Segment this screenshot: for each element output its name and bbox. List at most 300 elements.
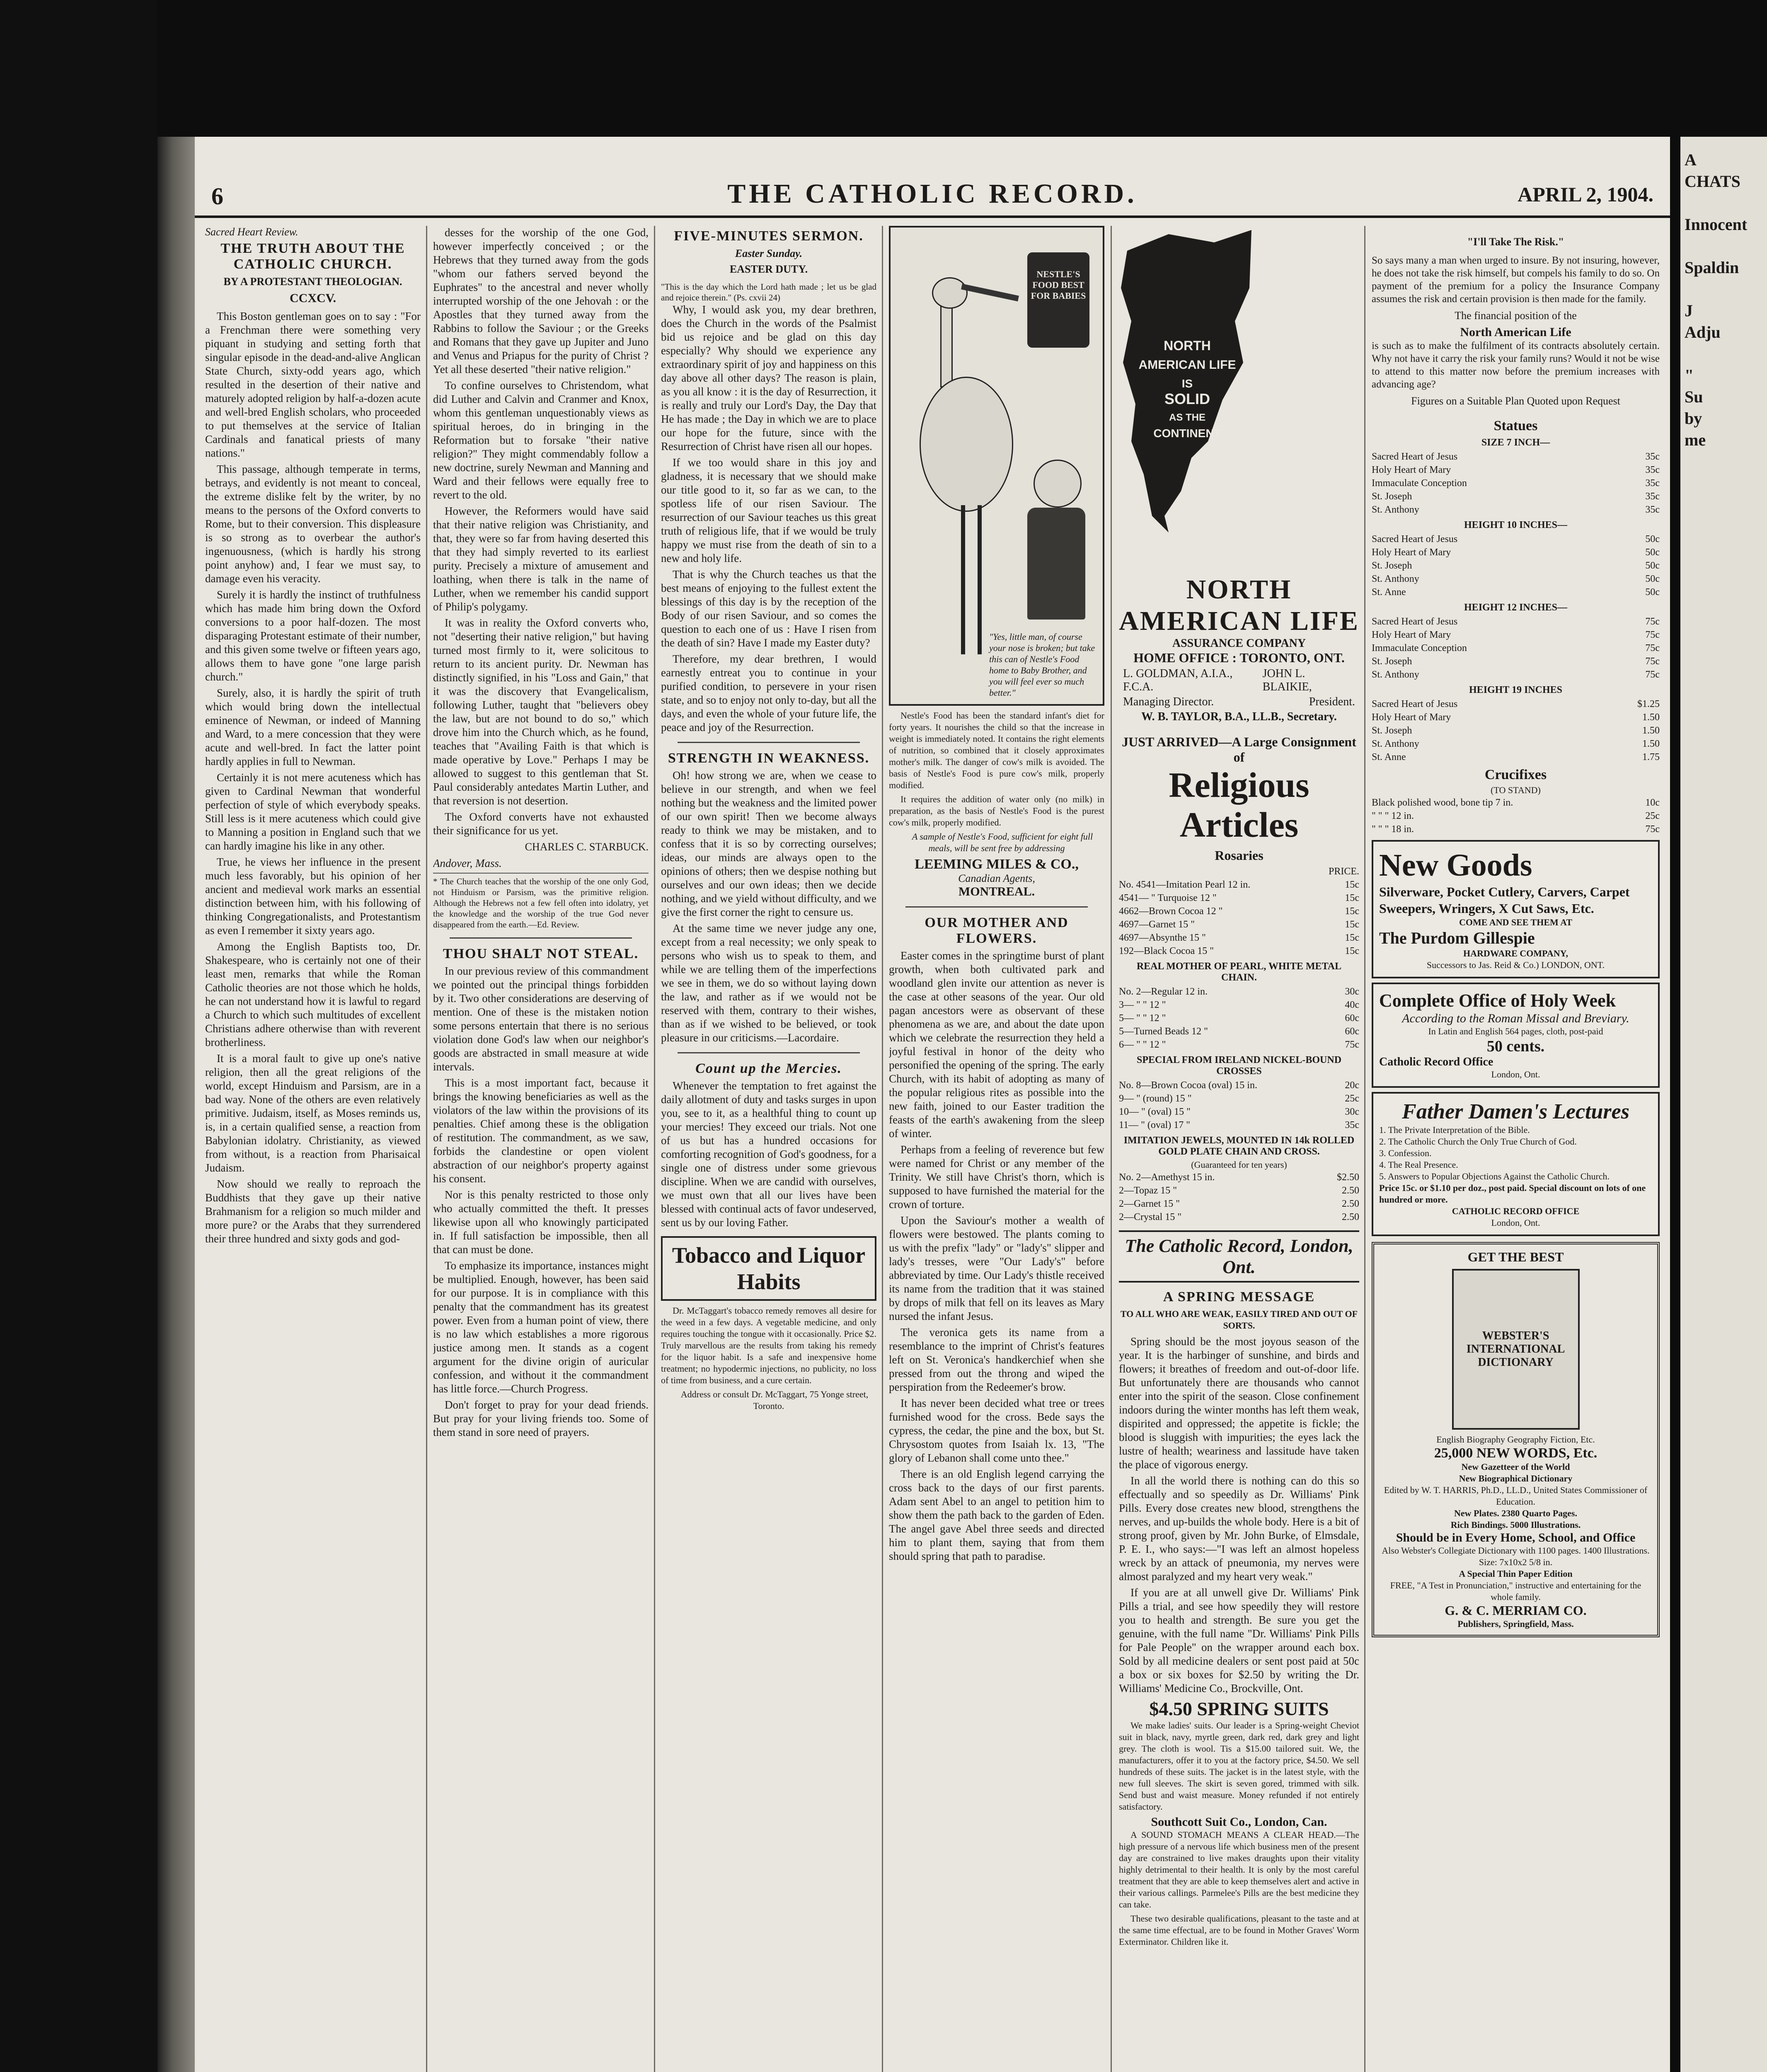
item-price: $2.50 — [1337, 1172, 1359, 1183]
item-price: 15c — [1345, 906, 1359, 917]
column-4 — [889, 226, 1104, 2072]
paragraph: Why, I would ask you, my dear brethren, does the Church in the words of the Psalmist bid us rejoice and be glad on this day especially? Why should we experience any extraordinary spirit of joy and happiness on this day above all other days? The reason is plain, as you all know : it is the day of Resurrection, it is really and truly our Lord's Day, the Day that He has made ; the Day in which we are to place our hope for the future, since with the Resurrection of Christ have risen all our hopes. — [661, 303, 876, 453]
paragraph: Easter comes in the springtime burst of plant growth, when both cultivated park and woodland glen invite our attention as never is the case at other seasons of the year. Our old pagan ancestors were as observant of these phenomena as we are, and about the date upon which we celebrate the resurrection they held a joyful festival in honor of the deity who personified the opening of the spring. The early Church, with its habit of adopting as many of the popular religious rites as possible into the new faith, joined to our Easter tradition the feasts of the earth's awakening from the sleep of winter. — [889, 949, 1104, 1140]
item-name: Sacred Heart of Jesus — [1372, 451, 1458, 462]
holy-week-ad — [1372, 983, 1660, 1088]
item-name: Sacred Heart of Jesus — [1372, 616, 1458, 627]
pearl-list — [1119, 985, 1359, 1051]
holy-week-office: Catholic Record Office — [1379, 1055, 1493, 1068]
paragraph: Don't forget to pray for your dead friends. But pray for your living friends too. Some of them stand in sore need of prayers. — [433, 1399, 649, 1438]
paragraph: True, he views her influence in the present much less favorably, but his opinion of her ancient and medieval work marks an essential distinction between him, with his following of thinking Congregationalists, and Protestantism as even I remember it sixty years ago. — [205, 856, 421, 937]
price-list-row — [1372, 823, 1660, 836]
price-list-row — [1372, 628, 1660, 641]
spring-suits-company: Southcott Suit Co., London, Can. — [1151, 1815, 1327, 1829]
item-price: 50c — [1645, 534, 1660, 545]
item-name: Holy Heart of Mary — [1372, 465, 1451, 475]
paragraph: We make ladies' suits. Our leader is a Spring-weight Cheviot suit in black, navy, myrtle green, dark red, dark grey and light grey. The cloth is wool. Tis a $15.00 tailored suit. We, the manufacturers, offer it to you at the factory price, $4.50. We sell hundreds of these suits. The jacket is in the latest style, with the new full sleeves. The skirt is seven gored, trimmed with silk. Send bust and waist measure. Money refunded if not entirely satisfactory. — [1119, 1720, 1359, 1812]
price-list-row — [1119, 1210, 1359, 1224]
nal-advert — [1119, 226, 1359, 557]
paragraph: To emphasize its importance, instances might be multiplied. Enough, however, has been said for our purpose. It is in compliance with this penalty that the commandment has its greatest power. Even from a human point of view, there is no law which establishes a more rigorous justice among men. It stands as a cogent argument for the divine origin of auricular confession, and without it the commandment has little force.—Church Progress. — [433, 1259, 649, 1395]
paragraph: Nor is this penalty restricted to those only who actually committed the theft. It presses likewise upon all who knowingly participated in. If full satisfaction be impossible, then all that can must be done. — [433, 1188, 649, 1256]
nal-home-office: HOME OFFICE : TORONTO, ONT. — [1133, 650, 1345, 665]
damen-item: 3. Confession. — [1379, 1148, 1432, 1158]
item-price: 75c — [1645, 669, 1660, 680]
column-5 — [1119, 226, 1359, 2072]
sermon-epigraph: "This is the day which the Lord hath made ; let us be glad and rejoice therein." (Ps. cxvii 24) — [661, 282, 876, 303]
item-price: 2.50 — [1342, 1185, 1359, 1196]
price-list-row — [1372, 615, 1660, 628]
divider — [678, 1052, 860, 1053]
paragraph: Therefore, my dear brethren, I would earnestly entreat you to continue in your purified condition, to persevere in your risen state, and so to enjoy not only to-day, but all the days, and even the whole of your future life, the peace and joy of the Resurrection. — [661, 653, 876, 733]
editor-footnote: * The Church teaches that the worship of the one only God, not Hinduism or Parsism, was the primitive religion. Although the Hebrews not a few fell often into idolatry, yet the knowledge and the worship of the true God never disappeared from the earth.—Ed. Review. — [433, 873, 649, 930]
paragraph: A SOUND STOMACH MEANS A CLEAR HEAD.—The high pressure of a nervous life which business men of the present day are constrained to live makes draughts upon their vitality highly detrimental to their health. It is only by the most careful treatment that they are able to keep themselves alert and active in their various callings. Parmelee's Pills are the best medicine they can take. — [1119, 1830, 1359, 1910]
page-gutter — [157, 137, 195, 2072]
price-list-row — [1119, 1038, 1359, 1051]
price-list-row — [1372, 711, 1660, 724]
issue-date: APRIL 2, 1904. — [1518, 183, 1653, 206]
religious-arrived: JUST ARRIVED—A Large Consignment of — [1122, 734, 1356, 765]
item-price: 1.50 — [1642, 725, 1660, 736]
damen-title: Father Damen's Lectures — [1402, 1100, 1629, 1123]
article-byline: BY A PROTESTANT THEOLOGIAN. — [223, 276, 402, 288]
map-word: IS — [1181, 377, 1193, 390]
item-price: 35c — [1645, 504, 1660, 515]
article-headline: STRENGTH IN WEAKNESS. — [668, 750, 870, 766]
jewels-guarantee: (Guaranteed for ten years) — [1191, 1159, 1287, 1170]
price-list-row — [1372, 546, 1660, 559]
paragraph: However, the Reformers would have said that their native religion was Christianity, and that, they were so far from having deserted this that they had simply reverted to its earliest purity. Precisely a mixture of amusement and loathing, when there is talk in the name of Luther, when we remember his candid support of Philip's polygamy. — [433, 505, 649, 613]
size19-heading: HEIGHT 19 INCHES — [1469, 685, 1562, 695]
item-price: 50c — [1645, 587, 1660, 598]
paragraph: It requires the addition of water only (no milk) in preparation, as the basis of Nestle's Food is the purest cow's milk, properly modified. — [889, 794, 1104, 828]
webster-get-best: GET THE BEST — [1467, 1249, 1564, 1264]
column-rule — [426, 226, 427, 2072]
item-price: 75c — [1645, 656, 1660, 667]
paragraph: Certainly it is not mere acuteness which has given to Cardinal Newman that wonderful perfection of style of which everybody speaks. Still less is it mere acuteness which could give to Manning a position in England such that we can hardly imagine his like in any other. — [205, 771, 421, 852]
item-price: 15c — [1345, 919, 1359, 930]
price-list-row — [1119, 1105, 1359, 1118]
item-price: 35c — [1645, 491, 1660, 502]
damen-ad — [1372, 1092, 1660, 1236]
adjacent-page-fragment — [1680, 137, 1767, 2072]
price-list-row — [1372, 503, 1660, 516]
nal-officers — [1123, 667, 1355, 694]
item-name: 6— " " 12 " — [1119, 1039, 1166, 1050]
item-name: No. 2—Amethyst 15 in. — [1119, 1172, 1215, 1183]
item-price: 25c — [1645, 811, 1660, 821]
item-price: 30c — [1345, 1106, 1359, 1117]
item-name: 5—Turned Beads 12 " — [1119, 1026, 1208, 1037]
item-price: 20c — [1345, 1080, 1359, 1091]
price-list-row — [1119, 985, 1359, 998]
price-list-row — [1372, 463, 1660, 477]
nal-figures: Figures on a Suitable Plan Quoted upon Request — [1411, 395, 1620, 407]
item-price: 60c — [1345, 1026, 1359, 1037]
price-list-row — [1372, 724, 1660, 737]
item-name: St. Joseph — [1372, 656, 1412, 667]
damen-item: 4. The Real Presence. — [1379, 1159, 1458, 1170]
stork-icon — [932, 277, 968, 309]
damen-item: 1. The Private Interpretation of the Bible. — [1379, 1125, 1530, 1135]
item-name: Black polished wood, bone tip 7 in. — [1372, 797, 1513, 808]
size7-heading: SIZE 7 INCH— — [1481, 437, 1550, 448]
new-goods-ad — [1372, 840, 1660, 978]
crucifix-heading: Crucifixes — [1484, 767, 1547, 782]
item-price: 1.50 — [1642, 738, 1660, 749]
item-name: 2—Crystal 15 " — [1119, 1212, 1182, 1222]
webster-editor: Edited by W. T. HARRIS, Ph.D., LL.D., United States Commissioner of Education. — [1384, 1485, 1648, 1507]
nal-title: NORTH AMERICAN LIFE — [1119, 574, 1359, 636]
tobacco-ad-body — [661, 1305, 876, 1412]
child-figure-icon — [1027, 460, 1085, 617]
price-list-row — [1119, 1118, 1359, 1132]
item-price: 60c — [1345, 1013, 1359, 1024]
nal-slogan — [1372, 230, 1660, 407]
page-number: 6 — [211, 183, 223, 210]
paper-name: THE CATHOLIC RECORD. — [727, 179, 1138, 209]
webster-plates: New Plates. 2380 Quarto Pages. — [1454, 1508, 1577, 1518]
item-name: Sacred Heart of Jesus — [1372, 534, 1458, 545]
paragraph: Oh! how strong we are, when we cease to believe in our strength, and when we feel nothing but the weakness and the limited power of our own spirit! Then we become always ready to think we may be mistaken, and to confess that it is so by correcting ourselves; ideas, our minds are always open to the opinions of others; then we despise nothing but ourselves and our own ideas; then we decide nothing, and we yield without difficulty, and we give the first corner the right to censure us. — [661, 769, 876, 918]
item-name: 9— " (round) 15 " — [1119, 1093, 1192, 1104]
item-price: 35c — [1645, 465, 1660, 475]
paragraph: The veronica gets its name from a resemblance to the imprint of Christ's features left on St. Veronica's handkerchief when she pressed from out the throng and wiped the perspiration from the Redeemer's brow. — [889, 1326, 1104, 1393]
price-list-row — [1119, 998, 1359, 1012]
holy-week-sub: According to the Roman Missal and Breviary. — [1402, 1012, 1629, 1025]
paragraph: It was in reality the Oxford converts who, not "deserting their native religion," but having turned most firmly to it, were solicitous to return to its ancient purity. Dr. Newman has distinctly signified, in his "Loss and Gain," that it was the discovery that Evangelicalism, following Luther, taught that "believers obey the law, but are not bound to do so," which drove him into the Church which, as he found, teaches that "Availing Faith is that which is made operative by Love." Perhaps I may be allowed to suggest to this gentleman that St. Paul considerably antedates Martin Luther, and that reversion is not desertion. — [433, 617, 649, 807]
nal-slogan-body2: is such as to make the fulfilment of its contracts absolutely certain. Why not have it carry the risk your family runs? Would it not be wise to attend to this matter now before the premium increases with advancing age? — [1372, 340, 1660, 390]
item-name: " " " 18 in. — [1372, 824, 1414, 835]
officer-name: JOHN L. BLAIKIE, — [1262, 667, 1312, 693]
item-name: No. 4541—Imitation Pearl 12 in. — [1119, 879, 1251, 890]
new-goods-come: COME AND SEE THEM AT — [1459, 917, 1572, 927]
item-name: St. Anthony — [1372, 504, 1419, 515]
article-body — [661, 769, 876, 1045]
price-list-row — [1372, 641, 1660, 655]
damen-item: 5. Answers to Popular Objections Against the Catholic Church. — [1379, 1171, 1610, 1181]
column-rule — [654, 226, 655, 2072]
item-name: 3— " " 12 " — [1119, 1000, 1166, 1010]
paragraph: If you are at all unwell give Dr. Williams' Pink Pills a trial, and see how speedily they will restore you to health and strength. Be sure you get the genuine, with the full name "Dr. Williams' Pink Pills for Pale People" on the wrapper around each box. Sold by all medicine dealers or sent post paid at 50c a box or six boxes for $2.50 by writing the Dr. Williams' Medicine Co., Brockville, Ont. — [1119, 1586, 1359, 1694]
item-name: St. Anne — [1372, 752, 1406, 762]
paragraph: desses for the worship of the one God, however imperfectly conceived ; or the Hebrews that they turned away from the gods "whom our fathers served beyond the Euphrates" to the ancestral and never wholly interrupted worship of the one Jehovah : or the Apostles that they turned away from the Rabbins to follow the Saviour ; or the Greeks and Romans that they gave up Jupiter and Juno and Venus and Priapus for the purity of Christ ? Yet all these deserted "their native religion." — [433, 226, 649, 375]
paragraph: It has never been decided what tree or trees furnished wood for the cross. Bede says the cypress, the cedar, the pine and the box, but St. Chrysostom quotes from Isaiah lx. 13, "The glory of Lebanon shall come unto thee." — [889, 1397, 1104, 1464]
item-name: " " " 12 in. — [1372, 811, 1414, 821]
item-price: 30c — [1345, 986, 1359, 997]
holy-week-title: Complete Office of Holy Week — [1379, 990, 1616, 1011]
paragraph: Among the English Baptists too, Dr. Shakespeare, who is certainly not one of their least men, remarks that while the Roman Catholic theories are not those which he holds, he can not understand how it is lawful to regard a Church to which such multitudes of excellent Christians adhere otherwise than with reverent brotherliness. — [205, 940, 421, 1048]
stork-icon — [961, 284, 1019, 302]
item-name: St. Anne — [1372, 587, 1406, 598]
price-list-row — [1372, 533, 1660, 546]
nal-subtitle: ASSURANCE COMPANY — [1172, 637, 1306, 650]
paragraph: This Boston gentleman goes on to say : "For a Frenchman there were something very piquant in studying and setting forth that singular episode in the dead-and-alive Anglican State Church, sixty-odd years ago, which resulted in the desertion of their native and maturely adopted religion by half-a-dozen acute and well-bred English scholars, who proceeded to put themselves at the service of Italian Cardinals and fanatical priests of many nations." — [205, 310, 421, 459]
article-body — [661, 1079, 876, 1230]
pearl-heading: REAL MOTHER OF PEARL, WHITE METAL CHAIN. — [1136, 961, 1342, 983]
price-list-row — [1119, 931, 1359, 944]
paragraph: This passage, although temperate in terms, betrays, and evidently is not meant to conceal, the extreme dislike felt by the writer, by no means to the persons of the Oxford converts to Rome, but to their conversion. This displeasure is so strong as to overbear the author's ingenuousness, (which is hardly his strong point anyhow) and, I fear we must say, to damage even his veracity. — [205, 463, 421, 585]
webster-new-words: 25,000 NEW WORDS, Etc. — [1434, 1445, 1598, 1461]
map-word: NORTH — [1164, 338, 1211, 353]
item-name: 4662—Brown Cocoa 12 " — [1119, 906, 1223, 917]
paragraph: At the same time we never judge any one, except from a real necessity; we only speak to persons who wish us to speak to them, and while we are telling them of the imperfections we see in them, we do so without laying down the law, and rather as if we would not be reserved with them, contrary to their wishes, than as if we wished to be believed, or took pleasure in our criticisms.—Lacordaire. — [661, 922, 876, 1044]
statue-list — [1372, 450, 1660, 516]
article-kicker: Sacred Heart Review. — [205, 226, 298, 238]
paragraph: Whenever the temptation to fret against the daily allotment of duty and tasks surges in upon you, see to it, as a healthful thing to count up your mercies! They exceed our trials. Not one of us but has a hundred occasions for comforting recognition of God's goodness, for a single one of distress under some grievous discipline. When we are candid with ourselves, we must own that all our lives have been blessed with continual acts of favor undeserved, sent us by our loving Father. — [661, 1080, 876, 1229]
size12-heading: HEIGHT 12 INCHES— — [1464, 602, 1567, 613]
sermon-subhead: Easter Sunday. — [735, 247, 803, 259]
stork-icon — [961, 505, 965, 654]
damen-office: CATHOLIC RECORD OFFICE — [1452, 1206, 1580, 1216]
item-name: St. Anthony — [1372, 574, 1419, 584]
item-price: 40c — [1345, 1000, 1359, 1010]
paragraph: In all the world there is nothing can do this so effectually and so speedily as Dr. Williams' Pink Pills. Every dose creates new blood, strengthens the nerves, and up-builds the whole body. Here is a bit of strong proof, given by Mr. John Burke, of Elmsdale, P. E. I., who says:—"I was left an almost hopeless wreck by an attack of pneumonia, my nerves were almost paralyzed and my heart very weak." — [1119, 1474, 1359, 1583]
masthead — [195, 137, 1670, 218]
ireland-heading: SPECIAL FROM IRELAND NICKEL-BOUND CROSSES — [1136, 1055, 1342, 1077]
price-list-row — [1372, 559, 1660, 572]
sermon-body — [661, 303, 876, 734]
price-list-row — [1119, 891, 1359, 905]
item-name: No. 2—Regular 12 in. — [1119, 986, 1208, 997]
divider — [678, 742, 860, 743]
price-list-row — [1119, 905, 1359, 918]
item-name: St. Anthony — [1372, 738, 1419, 749]
item-price: 75c — [1645, 824, 1660, 835]
column-rule — [1111, 226, 1112, 2072]
paragraph: In our previous review of this commandment we pointed out the principal things forbidden by it. Two other considerations are deserving of mention. One of these is the mistaken notion some persons entertain that there is no serious violation done God's law when our neighbor's goods are abstracted in small measure at wide intervals. — [433, 965, 649, 1073]
price-list-row — [1372, 668, 1660, 681]
stork-icon — [920, 377, 1013, 512]
paragraph: Spring should be the most joyous season of the year. It is the harbinger of sunshine, and birds and flowers; it breathes of freedom and out-of-door life. But unfortunately there are thousands who cannot enter into the spirit of the season. Close confinement indoors during the winter months has left them weak, dispirited and oppressed; the appetite is fickle; the blood is sluggish with impurities; the eyes lack the lustre of health; weariness and lassitude have taken the place of vigorous energy. — [1119, 1335, 1359, 1471]
religious-title: Religious Articles — [1169, 765, 1310, 845]
item-price: 75c — [1645, 629, 1660, 640]
nestle-ad-body — [889, 710, 1104, 854]
item-price: 50c — [1645, 560, 1660, 571]
webster-thin-paper: A Special Thin Paper Edition — [1459, 1569, 1573, 1579]
webster-ad — [1372, 1242, 1660, 1637]
sermon-subhead: EASTER DUTY. — [729, 263, 808, 275]
jewels-heading: IMITATION JEWELS, MOUNTED IN 14k ROLLED GOLD PLATE CHAIN AND CROSS. — [1123, 1135, 1355, 1157]
nal-financial: The financial position of the — [1455, 310, 1577, 322]
dictionary-book-icon — [1452, 1269, 1580, 1430]
paragraph: A sample of Nestle's Food, sufficient for eight full meals, will be sent free by addressing — [912, 831, 1093, 853]
column-rule — [882, 226, 883, 2072]
rosaries-heading: Rosaries — [1215, 848, 1264, 863]
nal-officer-titles — [1123, 695, 1355, 709]
item-price: 15c — [1345, 932, 1359, 943]
webster-collegiate: Also Webster's Collegiate Dictionary with 1100 pages. 1400 Illustrations. Size: 7x10x2 5/8 in. — [1382, 1545, 1650, 1567]
article-body — [205, 310, 421, 1246]
price-list-row — [1119, 1184, 1359, 1197]
spring-suits-title: $4.50 SPRING SUITS — [1149, 1698, 1329, 1719]
illustration-caption: "Yes, little man, of course your nose is broken; but take this can of Nestle's Food home to Baby Brother, and you will feel ever so much better." — [989, 632, 1095, 698]
item-name: Holy Heart of Mary — [1372, 712, 1451, 723]
stork-icon — [940, 302, 953, 387]
item-name: Immaculate Conception — [1372, 478, 1467, 489]
dictionary-name: WEBSTER'S INTERNATIONAL DICTIONARY — [1466, 1329, 1565, 1369]
fragment-text: A CHATS Innocent Spaldin J Adju " Su by me — [1685, 150, 1748, 449]
price-list-row — [1372, 572, 1660, 586]
price-list-row — [1372, 655, 1660, 668]
price-list-row — [1372, 750, 1660, 764]
item-price: 15c — [1345, 946, 1359, 956]
column-2 — [433, 226, 649, 2072]
map-word: CONTINENT — [1153, 427, 1221, 440]
nestle-can-icon: NESTLE'S FOOD BEST FOR BABIES — [1027, 252, 1089, 348]
price-list-row — [1372, 477, 1660, 490]
item-price: 2.50 — [1342, 1212, 1359, 1222]
article-body — [889, 949, 1104, 1563]
tobacco-ad-title: Tobacco and Liquor Habits — [661, 1236, 876, 1301]
map-word: AS THE — [1169, 412, 1206, 423]
map-word: AMERICAN LIFE — [1138, 358, 1236, 372]
webster-should-be: Should be in Every Home, School, and Office — [1396, 1531, 1636, 1544]
price-list-row — [1119, 944, 1359, 958]
item-name: Sacred Heart of Jesus — [1372, 699, 1458, 709]
article-headline: THOU SHALT NOT STEAL. — [443, 946, 639, 961]
nal-slogan-body: So says many a man when urged to insure. By not insuring, however, he does not take the risk himself, but compels his family to do so. On payment of the premium for a policy the Insurance Company assumes the risk and certain provision is then made for the family. — [1372, 255, 1660, 305]
paragraph: Surely, also, it is hardly the spirit of truth which would bring down the intellectual eminence of Newman, or indeed of Manning and Ward, to a mere concession that they were acute and well-bred. In fact the latter point hardly applies in full to Newman. — [205, 687, 421, 767]
crucifix-stand: (TO STAND) — [1491, 785, 1541, 795]
divider — [450, 937, 632, 939]
price-list-row — [1372, 737, 1660, 750]
price-list-row — [1119, 1171, 1359, 1184]
item-name: 2—Garnet 15 " — [1119, 1198, 1180, 1209]
item-price: 35c — [1645, 451, 1660, 462]
map-slogan — [1119, 226, 1256, 541]
price-list-row — [1372, 586, 1660, 599]
price-list-row — [1119, 1025, 1359, 1038]
item-price: 75c — [1345, 1039, 1359, 1050]
item-price: 10c — [1645, 797, 1660, 808]
statue-list — [1372, 533, 1660, 599]
item-name: 4697—Absynthe 15 " — [1119, 932, 1206, 943]
damen-item: 2. The Catholic Church the Only True Church of God. — [1379, 1136, 1577, 1147]
spring-suits-body — [1119, 1720, 1359, 1813]
author-place: Andover, Mass. — [433, 857, 502, 869]
officer-name: L. GOLDMAN, A.I.A., F.C.A. — [1123, 667, 1233, 693]
item-name: St. Joseph — [1372, 560, 1412, 571]
price-list-row — [1119, 1197, 1359, 1210]
paragraph: That is why the Church teaches us that the best means of enjoying to the fullest extent the blessings of this day is by the reception of the Body of our risen Saviour, and so comes the question to each one of us : Have I risen from the death of sin? Have I made my Easter duty? — [661, 568, 876, 649]
damen-price: Price 15c. or $1.10 per doz., post paid. Special discount on lots of one hundred or more. — [1379, 1183, 1646, 1205]
item-price: 35c — [1345, 1120, 1359, 1130]
holy-week-detail: In Latin and English 564 pages, cloth, post-paid — [1428, 1026, 1603, 1036]
price-list-row — [1372, 450, 1660, 463]
map-word: SOLID — [1164, 390, 1210, 407]
price-heading: PRICE. — [1328, 866, 1359, 877]
officer-title: Managing Director. — [1123, 695, 1214, 708]
paragraph: To confine ourselves to Christendom, what did Luther and Calvin and Cranmer and Knox, whom this gentleman unquestionably views as spiritual heroes, do in bringing in the Reformation but to forsake "their native religion?" They might commendably follow a new doctrine, surely Newman and Manning and Ward and their fellows were equally free to revert to the old. — [433, 379, 649, 501]
price-list-row — [1372, 796, 1660, 809]
nestle-company: LEEMING MILES & CO., — [915, 857, 1079, 872]
nestle-agents: Canadian Agents, — [958, 872, 1035, 884]
paragraph: Dr. McTaggart's tobacco remedy removes all desire for the weed in a few days. A vegetable medicine, and only requires touching the tongue with it occasionally. Price $2. Truly marvellous are the results from taking his remedy for the liquor habit. Is a safe and inexpensive home treatment; no hypodermic injections, no publicity, no loss of time from business, and a cure certain. — [661, 1305, 876, 1385]
article-subhead: TO ALL WHO ARE WEAK, EASILY TIRED AND OUT OF SORTS. — [1120, 1309, 1358, 1331]
item-name: Immaculate Conception — [1372, 643, 1467, 654]
webster-free: FREE, "A Test in Pronunciation," instructive and entertaining for the whole family. — [1390, 1580, 1641, 1602]
column-3 — [661, 226, 876, 2072]
statues-heading: Statues — [1493, 418, 1538, 433]
paragraph: It is a moral fault to give up one's native religion, then all the great religions of the world, except Hinduism and Parsism, are in a bad way. None of the others are even relatively primitive. Judaism, itself, as Moses reminds us, is, in a certain qualified sense, a reaction from Babylonian idolatry. Christianity, as viewed from without, is a reaction from Pharisaical Judaism. — [205, 1052, 421, 1174]
new-goods-title: New Goods — [1379, 848, 1532, 883]
item-price: 1.75 — [1642, 752, 1660, 762]
item-price: 2.50 — [1342, 1198, 1359, 1209]
paragraph: Nestle's Food has been the standard infant's diet for forty years. It nourishes the child so that the increase in weight is immediately noted. It contains the right elements of nutrition, so combined that it closely approximates mother's milk. The danger of cow's milk is avoided. The basis of Nestle's Food is pure cow's milk, properly modified. — [889, 710, 1104, 790]
price-list-row — [1119, 918, 1359, 931]
article-continued — [433, 226, 649, 838]
webster-publisher-sub: Publishers, Springfield, Mass. — [1457, 1619, 1574, 1629]
article-headline: THE TRUTH ABOUT THE CATHOLIC CHURCH. — [220, 241, 405, 272]
item-name: Holy Heart of Mary — [1372, 547, 1451, 558]
webster-subjects: English Biography Geography Fiction, Etc. — [1436, 1434, 1595, 1445]
webster-gazetteer: New Gazetteer of the World — [1461, 1462, 1570, 1472]
price-list-row — [1372, 697, 1660, 711]
item-price: 50c — [1645, 547, 1660, 558]
webster-publisher: G. & C. MERRIAM CO. — [1445, 1603, 1587, 1618]
nal-company-bold: North American Life — [1460, 325, 1571, 339]
paragraph: Address or consult Dr. McTaggart, 75 Yonge street, Toronto. — [680, 1389, 869, 1411]
column-1 — [205, 226, 421, 2072]
item-price: 75c — [1645, 643, 1660, 654]
item-price: 1.50 — [1642, 712, 1660, 723]
size10-heading: HEIGHT 10 INCHES— — [1464, 520, 1567, 530]
stork-icon — [978, 505, 982, 654]
item-price: 75c — [1645, 616, 1660, 627]
new-goods-items: Silverware, Pocket Cutlery, Carvers, Carpet Sweepers, Wringers, X Cut Saws, Etc. — [1379, 884, 1630, 916]
item-price: 35c — [1645, 478, 1660, 489]
item-name: 10— " (oval) 15 " — [1119, 1106, 1191, 1117]
article-headline: A SPRING MESSAGE — [1163, 1289, 1315, 1305]
damen-city: London, Ont. — [1491, 1218, 1540, 1228]
item-name: Holy Heart of Mary — [1372, 629, 1451, 640]
item-name: 5— " " 12 " — [1119, 1013, 1166, 1024]
article-headline: Count up the Mercies. — [695, 1061, 842, 1076]
item-name: 192—Black Cocoa 15 " — [1119, 946, 1214, 956]
price-list-row — [1119, 878, 1359, 891]
article-number: CCXCV. — [290, 291, 336, 305]
author-signature: CHARLES C. STARBUCK. — [525, 841, 649, 853]
sound-stomach — [1119, 1829, 1359, 1948]
rosary-list — [1119, 878, 1359, 958]
new-goods-successors: Successors to Jas. Reid & Co.) LONDON, ONT. — [1426, 960, 1605, 970]
paragraph: Surely it is hardly the instinct of truthfulness which has made him bring down the Oxford conversions to a poor half-dozen. The most disparaging Protestant estimate of their number, and this given some twelve or fifteen years ago, allows them to have gone "one large parish church." — [205, 588, 421, 683]
new-goods-company-sub: HARDWARE COMPANY, — [1463, 948, 1568, 959]
divider — [905, 906, 1088, 908]
article-headline: OUR MOTHER AND FLOWERS. — [925, 915, 1069, 946]
article-body — [433, 964, 649, 1439]
ireland-list — [1119, 1079, 1359, 1132]
price-list-row — [1372, 809, 1660, 823]
holy-week-price: 50 cents. — [1486, 1038, 1545, 1055]
webster-bindings: Rich Bindings. 5000 Illustrations. — [1450, 1520, 1581, 1530]
article-body — [1119, 1335, 1359, 1695]
sermon-headline: FIVE-MINUTES SERMON. — [674, 228, 864, 244]
nestle-city: MONTREAL. — [958, 885, 1035, 898]
item-price: 50c — [1645, 574, 1660, 584]
item-name: 4541— " Turquoise 12 " — [1119, 893, 1217, 903]
price-list-row — [1119, 1079, 1359, 1092]
price-list-row — [1119, 1092, 1359, 1105]
column-rule — [1364, 226, 1365, 2072]
paragraph: These two desirable qualifications, pleasant to the taste and at the same time effectual, are to be found in Mother Graves' Worm Exterminator. Children like it. — [1119, 1913, 1359, 1947]
officer-secretary: W. B. TAYLOR, B.A., LL.B., Secretary. — [1141, 710, 1337, 723]
nal-slogan-title: "I'll Take The Risk." — [1467, 236, 1564, 248]
paragraph: The Oxford converts have not exhausted their significance for us yet. — [433, 811, 649, 837]
item-price: $1.25 — [1637, 699, 1660, 709]
item-name: 4697—Garnet 15 " — [1119, 919, 1195, 930]
holy-week-city: London, Ont. — [1491, 1069, 1540, 1080]
